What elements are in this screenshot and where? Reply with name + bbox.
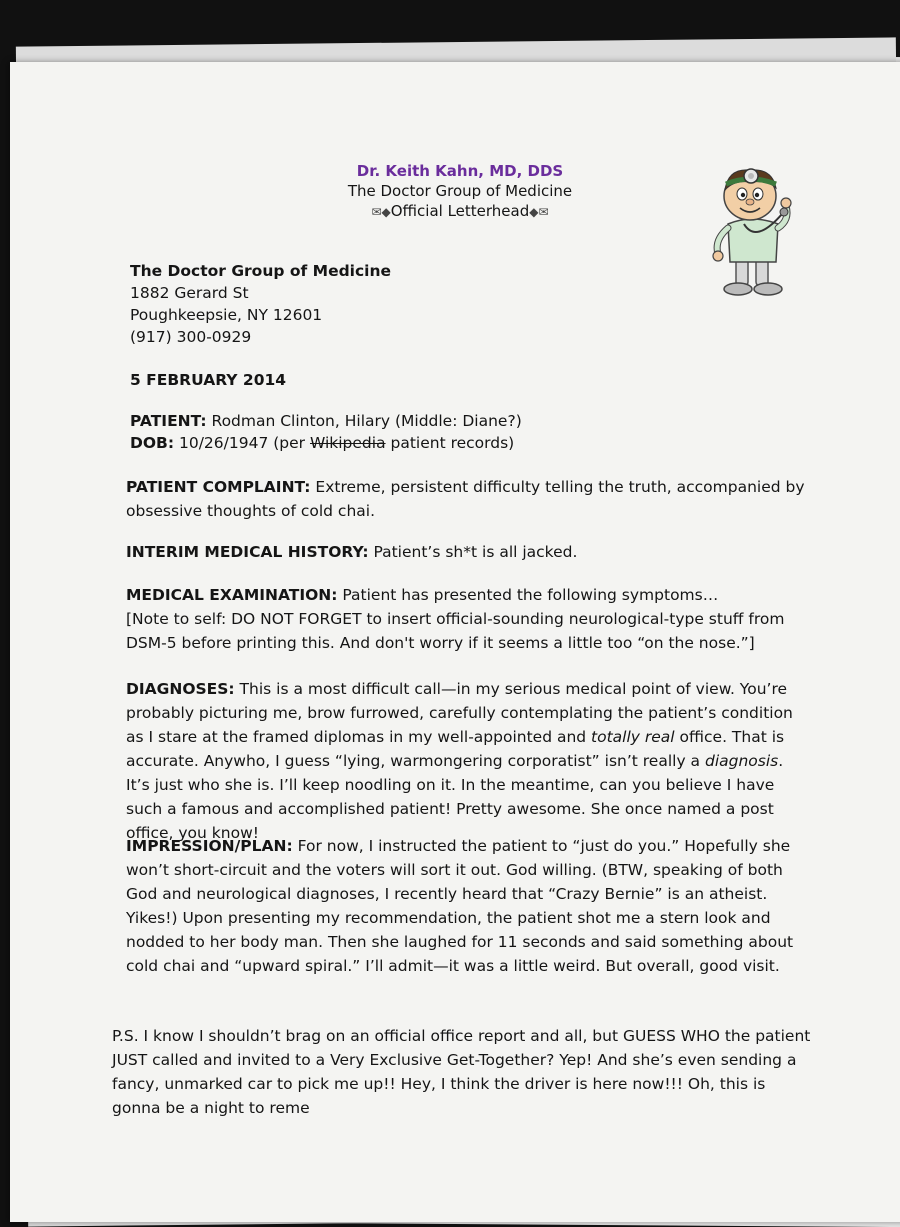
postscript: P.S. I know I shouldn’t brag on an official office report and all, but GUESS WHO the patient JUST called and invited to a Very Exclusive Get-Together? Yep! And she’s even sending a fancy, unmarked car to pick me up!! Hey, I think the driver is here now!!! Oh, this is gonna be a night to reme	[112, 1027, 811, 1117]
patient-line	[130, 410, 522, 432]
history-text: Patient’s sh*t is all jacked.	[368, 543, 578, 561]
dob-label: DOB:	[130, 434, 175, 452]
diagnoses-label: DIAGNOSES:	[126, 680, 235, 698]
address-block	[130, 260, 391, 348]
envelope-icon-right: ◆✉	[529, 205, 549, 219]
patient-name: Rodman Clinton, Hilary (Middle: Diane?)	[206, 412, 522, 430]
plan-text: For now, I instructed the patient to “just do you.” Hopefully she won’t short-circuit and the voters will sort it out. God willing. (BTW, speaking of both God and neurological diagnoses, I recently heard that “Crazy Bernie” is an atheist. Yikes!) Upon presenting my recommendation, the patient shot me a stern look and nodded to her body man. Then she laughed for 11 seconds and said something about cold chai and “upward spiral.” I’ll admit—it was a little weird. But overall, good visit.	[126, 837, 794, 975]
address-city: Poughkeepsie, NY 12601	[130, 306, 323, 324]
diagnoses-text-1: This is a most difficult call—in my serious medical point of view. You’re probably picturing me, brow furrowed, carefully contemplating the patient’s condition as I stare at the framed diplomas in my well-appointed and	[126, 680, 793, 746]
exam-text: Patient has presented the following symptoms…	[337, 586, 719, 604]
diagnoses-emphasis-2: diagnosis	[704, 752, 779, 770]
patient-block	[130, 410, 522, 454]
diagnoses-section	[126, 677, 806, 845]
exam-section	[126, 583, 806, 655]
plan-label: IMPRESSION/PLAN:	[126, 837, 293, 855]
address-phone: (917) 300-0929	[130, 328, 252, 346]
envelope-icon-left: ✉◆	[371, 205, 391, 219]
official-letterhead-label: Official Letterhead	[390, 202, 530, 220]
diagnoses-text-2: office. That is accurate. Anywho, I guess “lying, warmongering corporatist” isn’t really a	[126, 728, 785, 770]
diagnoses-emphasis-1: totally real	[591, 728, 675, 746]
history-section	[126, 540, 806, 564]
letterhead-doctor-name: Dr. Keith Kahn, MD, DDS	[356, 162, 564, 180]
dob-line	[130, 432, 522, 454]
dob-struck-source: Wikipedia	[309, 434, 386, 452]
dob-value: 10/26/1947 (per	[174, 434, 310, 452]
address-org: The Doctor Group of Medicine	[130, 262, 392, 280]
letterhead-group: The Doctor Group of Medicine	[347, 182, 573, 200]
plan-section	[126, 834, 806, 978]
exam-note: [Note to self: DO NOT FORGET to insert official-sounding neurological-type stuff from DSM-5 before printing this. And don't worry if it seems a little too “on the nose.”]	[126, 610, 785, 652]
complaint-section	[126, 475, 806, 523]
patient-label: PATIENT:	[130, 412, 207, 430]
letter-page	[10, 62, 900, 1222]
exam-label: MEDICAL EXAMINATION:	[126, 586, 338, 604]
cartoon-doctor-icon	[698, 154, 808, 299]
history-label: INTERIM MEDICAL HISTORY:	[126, 543, 369, 561]
dob-tail: patient records)	[385, 434, 515, 452]
complaint-label: PATIENT COMPLAINT:	[126, 478, 311, 496]
letter-date: 5 FEBRUARY 2014	[130, 371, 287, 389]
address-street: 1882 Gerard St	[130, 284, 249, 302]
diagnoses-text-3: . It’s just who she is. I’ll keep noodling on it. In the meantime, can you believe I have such a famous and accomplished patient! Pretty awesome. She once named a post office, you know!	[126, 752, 784, 842]
complaint-text: Extreme, persistent difficulty telling the truth, accompanied by obsessive thoughts of cold chai.	[126, 478, 805, 520]
